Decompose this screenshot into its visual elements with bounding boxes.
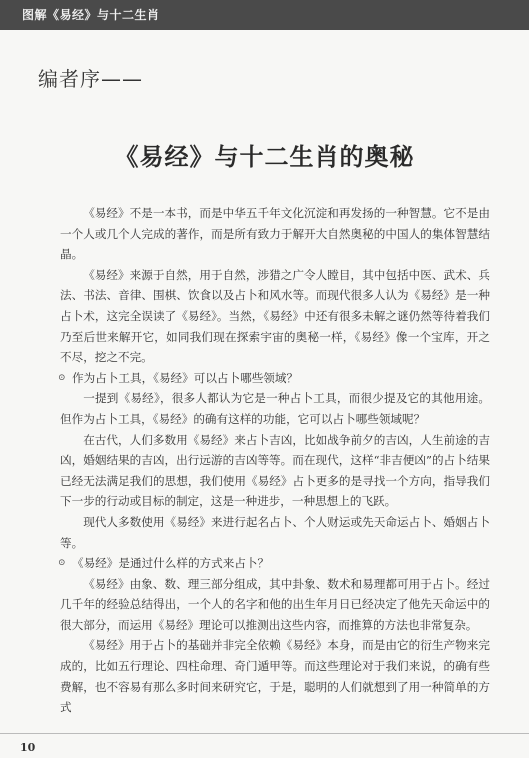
question-text: 《易经》是通过什么样的方式来占卜？ xyxy=(72,556,270,571)
page-number: 10 xyxy=(20,741,36,754)
paragraph-origin: 《易经》来源于自然，用于自然，涉猎之广令人瞠目，其中包括中医、武术、兵法、书法、音律、围棋、饮食以及占卜和风水等。而现代很多人认为《易经》是一种占卜术，这完全误读了《易经》。当然，《易经》中还有很多未解之谜仍然等待着我们乃至后世来解开它，如同我们现在探索宇宙的奥秘一样，《易经》像一个宝库，开之不尽，挖之不完。 xyxy=(60,267,490,365)
circle-dot-icon: ⊙ xyxy=(58,558,66,569)
paragraph-ancient: 在古代，人们多数用《易经》来占卜吉凶，比如战争前夕的吉凶，人生前途的吉凶，婚姻结果的吉凶，出行远游的吉凶等等。而在现代，这样“非吉便凶”的占卜结果已经无法满足我们的思想，我们使用《易经》占卜更多的是寻找一个方向，指导我们下一步的行动或目标的制定，这是一种进步，一种思想上的飞跃。 xyxy=(60,432,490,509)
paragraph-intro: 《易经》不是一本书，而是中华五千年文化沉淀和再发扬的一种智慧。它不是由一个人或几个人完成的著作，而是所有致力于解开大自然奥秘的中国人的集体智慧结晶。 xyxy=(60,206,490,262)
footer-divider xyxy=(0,733,529,734)
section-heading: 编者序—— xyxy=(38,67,143,91)
paragraph-tool: 一提到《易经》，很多人都认为它是一种占卜工具，而很少提及它的其他用途。但作为占卜工具，《易经》的确有这样的功能，它可以占卜哪些领域呢？ xyxy=(60,391,490,426)
question-text: 作为占卜工具，《易经》可以占卜哪些领域？ xyxy=(72,370,299,385)
paragraph-basis: 《易经》用于占卜的基础并非完全依赖《易经》本身，而是由它的衍生产物来完成的，比如五行理论、四柱命理、奇门遁甲等。而这些理论对于我们来说，的确有些费解，也不容易有那么多时间来研究它，于是，聪明的人们就想到了用一种简单的方式 xyxy=(60,638,490,715)
circle-dot-icon: ⊙ xyxy=(58,372,66,383)
page-title: 《易经》与十二生肖的奥秘 xyxy=(114,142,415,171)
body-text xyxy=(60,203,490,718)
header-bar xyxy=(0,0,529,30)
question-heading-method xyxy=(60,553,490,574)
paragraph-components: 《易经》由象、数、理三部分组成，其中卦象、数术和易理都可用于占卜。经过几千年的经验总结得出，一个人的名字和他的出生年月日已经决定了他先天命运中的很大部分，而运用《易经》理论可以推测出这些内容，而推算的方法也非常复杂。 xyxy=(60,576,490,632)
paragraph-modern: 现代人多数使用《易经》来进行起名占卜、个人财运或先天命运占卜、婚姻占卜等。 xyxy=(60,514,490,550)
question-heading-fields xyxy=(60,368,490,389)
running-header: 图解《易经》与十二生肖 xyxy=(22,8,160,22)
